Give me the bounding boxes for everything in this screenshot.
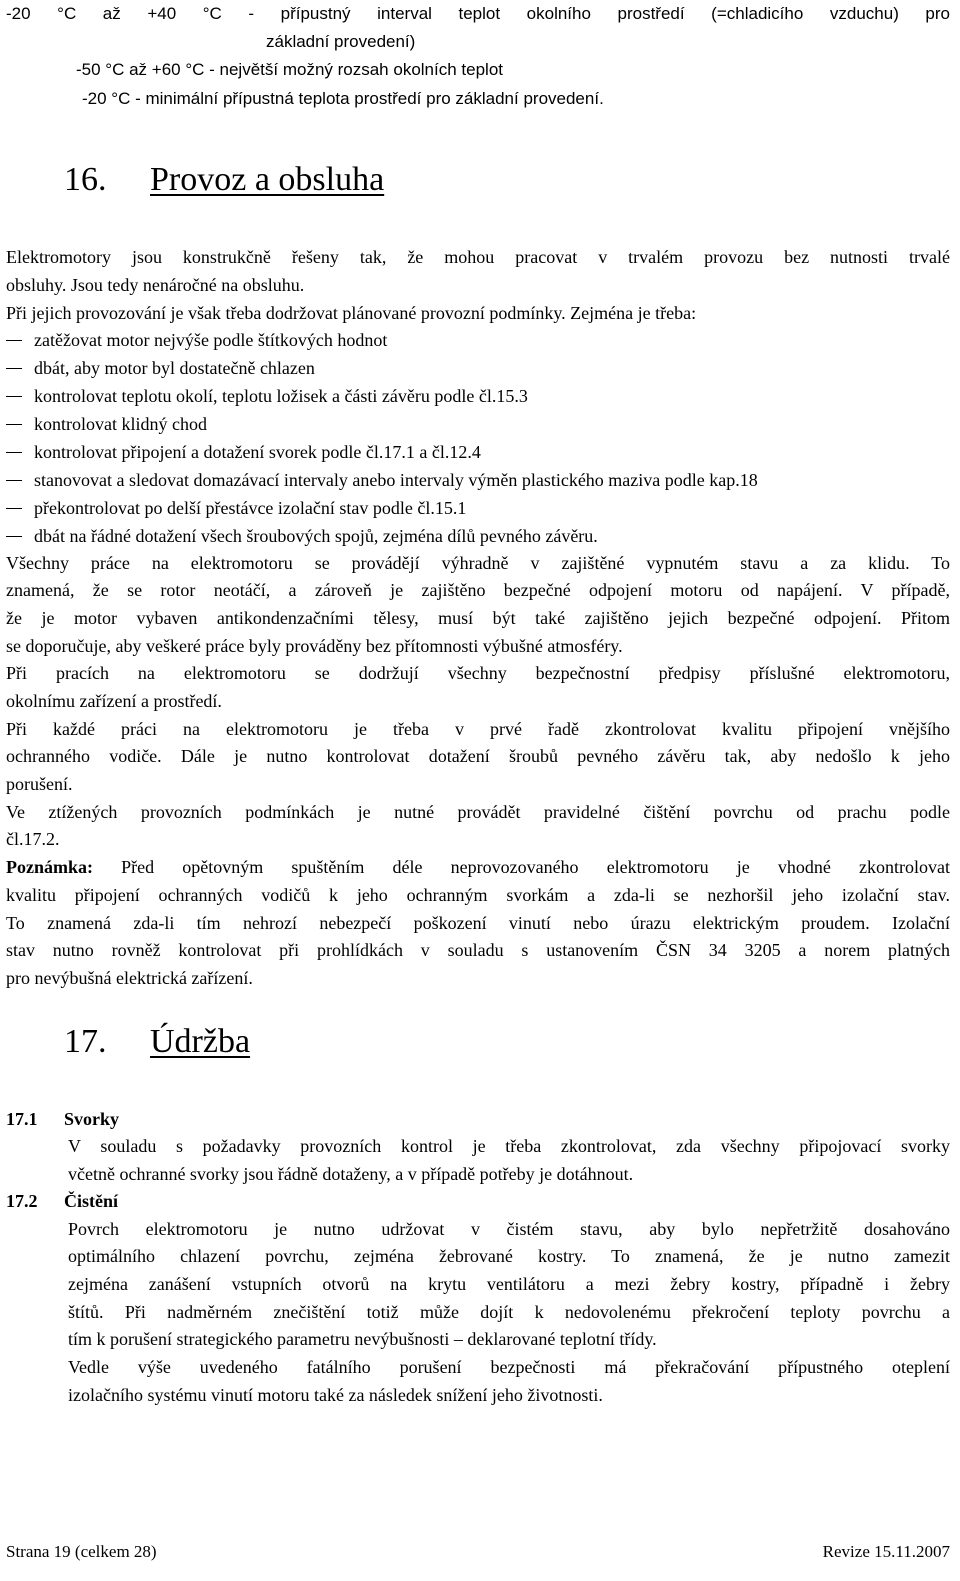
s16-p1-line-1: Elektromotory jsou konstrukčně řešeny tak, že mohou pracovat v trvalém provozu bez nutnosti trvalé (6, 247, 950, 267)
temp-range-line-3: -50 °C až +60 °C - největší možný rozsah okolních teplot (76, 60, 503, 79)
s16-note-line-5: pro nevýbušná elektrická zařízení. (6, 968, 253, 988)
s16-p3-line-2: znamená, že se rotor neotáčí, a zároveň je zajištěno bezpečné odpojení motoru od napájení. V případě, (6, 580, 950, 600)
s16-p5-line-3: porušení. (6, 774, 73, 794)
s17-1-line-2: včetně ochranné svorky jsou řádně dotaženy, a v případě potřeby je dotáhnout. (68, 1164, 634, 1184)
s16-p3-line-3: že je motor vybaven antikondenzačními tělesy, musí být také zajištěno jejich bezpečné odpojení. Přitom (6, 608, 950, 628)
bullet-dash (6, 368, 22, 369)
note-label: Poznámka: (6, 857, 93, 877)
section-17-heading (64, 1020, 250, 1064)
s17-2-line-5: tím k porušení strategického parametru nevýbušnosti – deklarované teplotní třídy. (68, 1329, 657, 1349)
s17-2-line-4: štítů. Při nadměrném znečištění totiž může dojít k nedovolenému překročení teploty povrchu a (68, 1302, 950, 1322)
section-17-number: 17. (64, 1023, 107, 1060)
temp-range-line-1: -20 °C až +40 °C - přípustný interval teplot okolního prostředí (=chladicího vzduchu) pro (6, 4, 950, 23)
s16-p4-line-1: Při pracích na elektromotoru se dodržují všechny bezpečnostní předpisy příslušné elektromotoru, (6, 663, 950, 683)
s16-p3-line-1: Všechny práce na elektromotoru se provádějí výhradně v zajištěné vypnutém stavu a za klidu. To (6, 553, 950, 573)
section-16-title: Provoz a obsluha (150, 161, 385, 198)
s16-p6-line-1: Ve ztížených provozních podmínkách je nutné provádět pravidelné čištění povrchu od prachu podle (6, 802, 950, 822)
s17-2b-line-1: Vedle výše uvedeného fatálního porušení bezpečnosti má překračování přípustného oteplení (68, 1357, 950, 1377)
s16-note-line-2: kvalitu připojení ochranných vodičů k jeho ochranným svorkám a zda-li se nezhoršil jeho izolační stav. (6, 885, 950, 905)
s17-2b-line-2: izolačního systému vinutí motoru také za následek snížení jeho životnosti. (68, 1385, 603, 1405)
bullet-dash (6, 452, 22, 453)
section-16-number: 16. (64, 161, 107, 198)
bullet-dash (6, 340, 22, 341)
s17-2-line-1: Povrch elektromotoru je nutno udržovat v čistém stavu, aby bylo nepřetržitě dosahováno (68, 1219, 950, 1239)
note-text: Před opětovným spuštěním déle neprovozovaného elektromotoru je vhodné zkontrolovat (93, 857, 950, 877)
s16-note-line-3: To znamená zda-li tím nehrozí nebezpečí poškození vinutí nebo úrazu elektrickým proudem. Izolační (6, 913, 950, 933)
s16-note-line-4: stav nutno rovněž kontrolovat při prohlídkách v souladu s ustanovením ČSN 34 3205 a norem platných (6, 940, 950, 960)
bullet-dash (6, 424, 22, 425)
bullet-item-4: kontrolovat klidný chod (34, 414, 207, 434)
s17-2-line-3: zejména zanášení vstupních otvorů na krytu ventilátoru a mezi žebry kostry, případně i žebry (68, 1274, 950, 1294)
s16-note-line-1 (6, 855, 950, 879)
bullet-item-7: překontrolovat po delší přestávce izolační stav podle čl.15.1 (34, 498, 467, 518)
s16-p1-line-2: obsluhy. Jsou tedy nenáročné na obsluhu. (6, 275, 305, 295)
s17-1-line-1: V souladu s požadavky provozních kontrol je třeba zkontrolovat, zda všechny připojovací svorky (68, 1136, 950, 1156)
s16-p5-line-2: ochranného vodiče. Dále je nutno kontrolovat dotažení šroubů pevného závěru tak, aby nedošlo k jeho (6, 746, 950, 766)
subsection-17-1-title: Svorky (64, 1109, 120, 1129)
bullet-dash (6, 536, 22, 537)
bullet-item-5: kontrolovat připojení a dotažení svorek podle čl.17.1 a čl.12.4 (34, 442, 481, 462)
section-17-title: Údržba (150, 1023, 251, 1060)
bullet-dash (6, 396, 22, 397)
s16-p4-line-2: okolnímu zařízení a prostředí. (6, 691, 222, 711)
s16-p6-line-2: čl.17.2. (6, 829, 60, 849)
temp-range-line-2: základní provedení) (266, 32, 416, 51)
s16-p2: Při jejich provozování je však třeba dodržovat plánované provozní podmínky. Zejména je třeba: (6, 303, 697, 323)
subsection-17-2-number: 17.2 (6, 1191, 38, 1211)
s16-p3-line-4: se doporučuje, aby veškeré práce byly prováděny bez přítomnosti výbušné atmosféry. (6, 636, 623, 656)
revision-date: Revize 15.11.2007 (822, 1542, 950, 1561)
bullet-item-2: dbát, aby motor byl dostatečně chlazen (34, 358, 315, 378)
page-number: Strana 19 (celkem 28) (6, 1542, 157, 1561)
section-16-heading (64, 158, 384, 202)
bullet-dash (6, 508, 22, 509)
bullet-item-1: zatěžovat motor nejvýše podle štítkových hodnot (34, 330, 388, 350)
s17-2-line-2: optimálního chlazení povrchu, zejména žebrované kostry. To znamená, že je nutno zamezit (68, 1246, 950, 1266)
bullet-dash (6, 480, 22, 481)
bullet-item-8: dbát na řádné dotažení všech šroubových spojů, zejména dílů pevného závěru. (34, 526, 598, 546)
bullet-item-6: stanovovat a sledovat domazávací intervaly anebo intervaly výměn plastického maziva podle kap.18 (34, 470, 758, 490)
temp-range-line-4: -20 °C - minimální přípustná teplota prostředí pro základní provedení. (82, 89, 604, 108)
subsection-17-2-title: Čistění (64, 1191, 118, 1211)
bullet-item-3: kontrolovat teplotu okolí, teplotu ložisek a části závěru podle čl.15.3 (34, 386, 528, 406)
subsection-17-1-number: 17.1 (6, 1109, 38, 1129)
s16-p5-line-1: Při každé práci na elektromotoru je třeba v prvé řadě zkontrolovat kvalitu připojení vnějšího (6, 719, 950, 739)
